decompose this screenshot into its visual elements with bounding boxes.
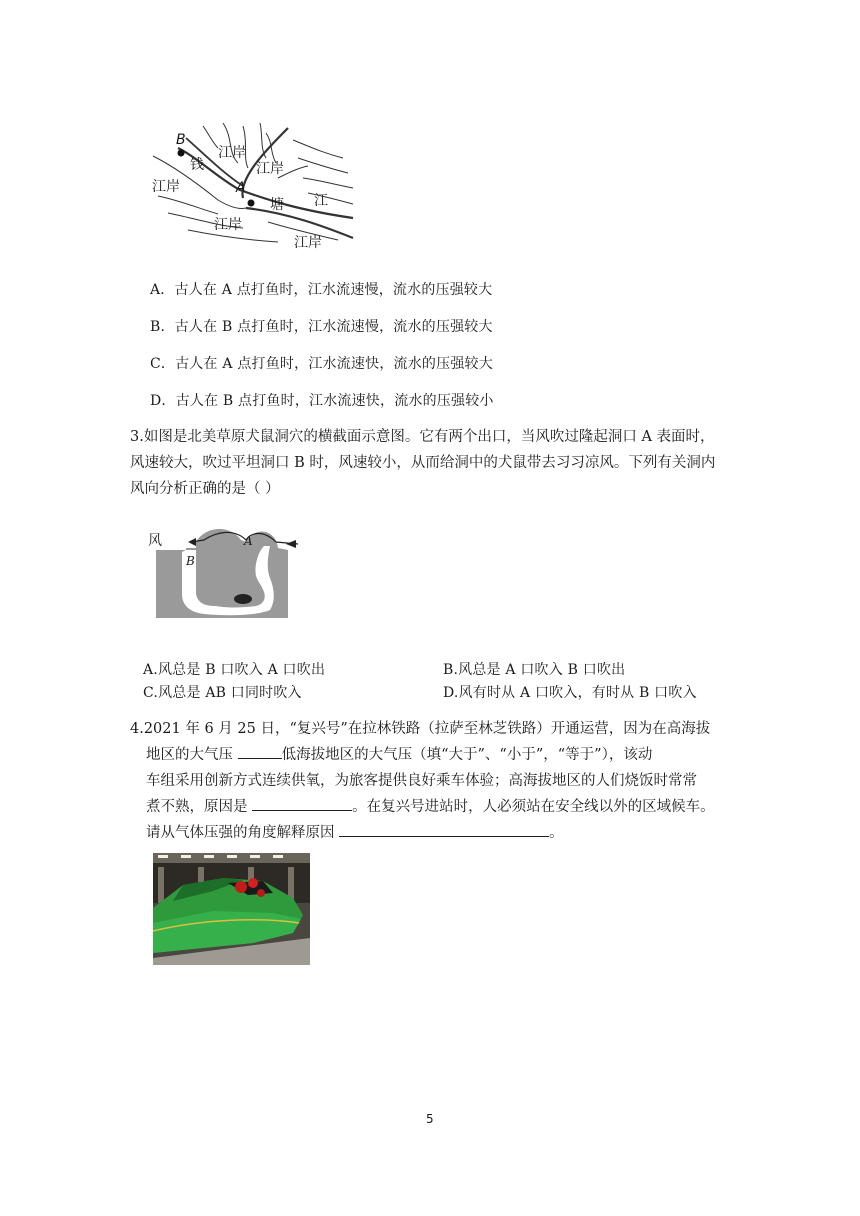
label-jiang-an: 江岸: [256, 161, 284, 177]
point-a-marker: [248, 200, 255, 207]
point-b-marker: [178, 150, 185, 157]
label-a: A: [236, 180, 246, 196]
label-qian: 钱: [190, 157, 204, 173]
q4-line5-text-a: 请从气体压强的角度解释原因: [146, 825, 340, 841]
burrow-figure: [146, 520, 306, 622]
river-map-figure: [148, 118, 358, 253]
q4-line2-text-a: 地区的大气压: [146, 747, 238, 763]
q2-option-a: A．古人在 A 点打鱼时，江水流速慢，流水的压强较大: [150, 282, 493, 298]
label-bank-left: 江岸: [152, 179, 180, 195]
wind-label: 风: [148, 533, 162, 549]
label-bank-right: 江岸: [294, 235, 322, 251]
q3-option-b: B.风总是 A 口吹入 B 口吹出: [443, 662, 626, 678]
answer-blank-1[interactable]: [238, 742, 282, 759]
q4-line5-text-b: 。: [549, 825, 564, 841]
label-jiang: 江: [314, 193, 328, 209]
answer-blank-2[interactable]: [252, 794, 352, 811]
q4-stem-line1: 4.2021 年 6 月 25 日，“复兴号”在拉林铁路（拉萨至林芝铁路）开通运营，因为在高海拔: [130, 721, 711, 737]
q4-stem-line5: [130, 820, 730, 846]
q3-stem-line1: 3.如图是北美草原犬鼠洞穴的横截面示意图。它有两个出口，当风吹过隆起洞口 A 表面时，: [130, 429, 715, 445]
q3-stem-line3: 风向分析正确的是（ ）: [130, 481, 280, 497]
q3-stem-line2: 风速较大，吹过平坦洞口 B 时，风速较小，从而给洞中的犬鼠带去习习凉风。下列有关洞内: [130, 455, 716, 471]
q3-option-c: C.风总是 AB 口同时吹入: [143, 685, 302, 701]
q3-option-d: D.风有时从 A 口吹入，有时从 B 口吹入: [443, 685, 697, 701]
train-photo: [153, 853, 310, 965]
q2-option-d: D．古人在 B 点打鱼时，江水流速快，流水的压强较小: [150, 393, 494, 409]
answer-blank-3[interactable]: [339, 820, 549, 837]
label-bank-top: 江岸: [218, 145, 246, 161]
q4-line4-text-b: 。在复兴号进站时，人必须站在安全线以外的区域候车。: [352, 799, 715, 815]
q4-stem-line2: [130, 742, 730, 768]
burrow-label-b: B: [186, 554, 195, 568]
burrow-label-a: A: [244, 534, 253, 548]
burrow-drawing: [146, 520, 306, 622]
q3-stem: [130, 424, 730, 502]
q2-option-c: C．古人在 A 点打鱼时，江水流速快，流水的压强较大: [150, 356, 493, 372]
q2-option-b: B．古人在 B 点打鱼时，江水流速慢，流水的压强较大: [150, 319, 493, 335]
q4-line2-text-b: 低海拔地区的大气压（填“大于”、“小于”，“等于”），该动: [281, 747, 653, 763]
page-number: 5: [426, 1112, 434, 1126]
label-bank-bottom: 江岸: [214, 217, 242, 233]
q4-stem: [130, 716, 730, 846]
train-photo-drawing: [153, 853, 310, 965]
prairie-dog-shape: [234, 594, 252, 604]
q4-stem-line4: [130, 794, 730, 820]
q4-stem-line3: 车组采用创新方式连续供氧，为旅客提供良好乘车体验；高海拔地区的人们烧饭时常常: [146, 773, 697, 789]
label-b: B: [176, 132, 186, 148]
q4-line4-text-a: 煮不熟，原因是: [146, 799, 253, 815]
q3-option-a: A.风总是 B 口吹入 A 口吹出: [143, 662, 326, 678]
label-tang: 塘: [270, 197, 284, 213]
